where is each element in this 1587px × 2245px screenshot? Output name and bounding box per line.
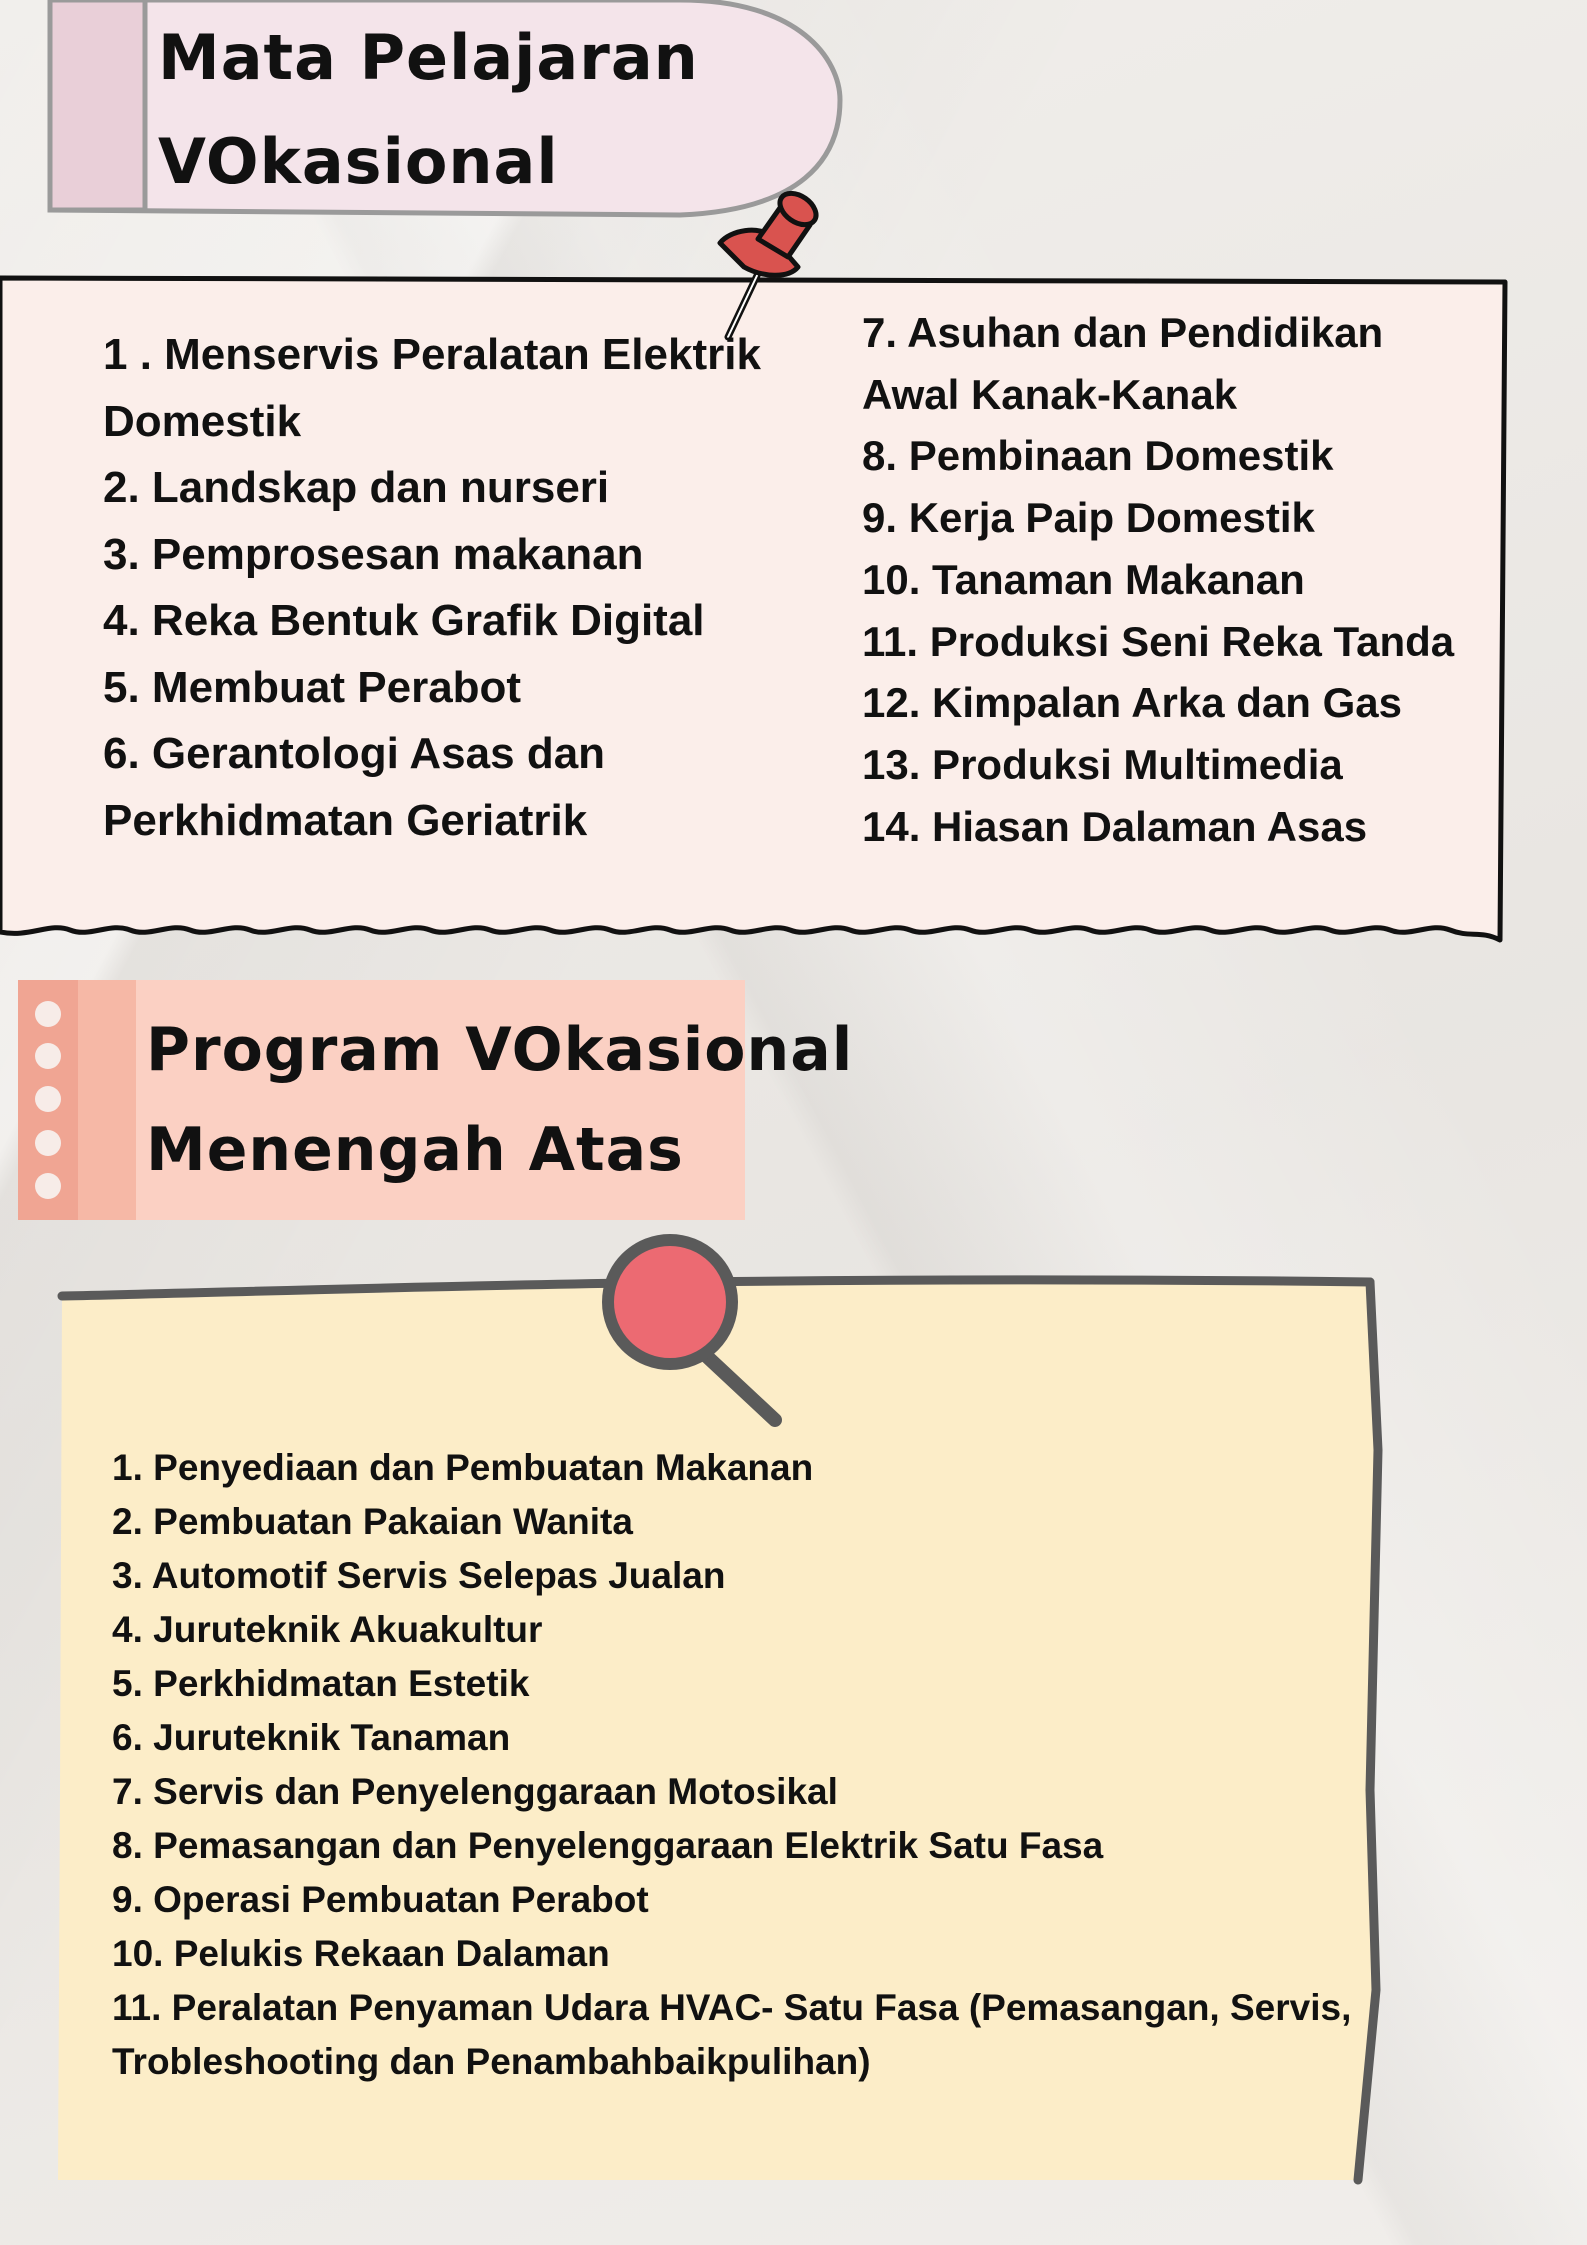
list-item: 8. Pembinaan Domestik bbox=[862, 432, 1334, 480]
subject-list-left bbox=[103, 322, 793, 854]
list-item: 2. Landskap dan nurseri bbox=[103, 463, 610, 512]
list-item: 6. Gerantologi Asas dan Perkhidmatan Geriatrik bbox=[103, 729, 606, 845]
program-title bbox=[146, 1000, 853, 1200]
program-title-line-1: Program VOkasional bbox=[146, 1015, 854, 1085]
list-item: 8. Pemasangan dan Penyelenggaraan Elektrik Satu Fasa bbox=[112, 1825, 1104, 1866]
list-item: 11. Peralatan Penyaman Udara HVAC- Satu Fasa (Pemasangan, Servis, Trobleshooting dan Penambahbaikpulihan) bbox=[112, 1987, 1352, 2082]
list-item: 1. Penyediaan dan Pembuatan Makanan bbox=[112, 1447, 814, 1488]
section-title bbox=[158, 6, 699, 214]
pushpin-icon bbox=[595, 1220, 795, 1440]
binding-hole-icon bbox=[35, 1130, 61, 1156]
subject-list-right bbox=[862, 302, 1482, 857]
list-item: 4. Juruteknik Akuakultur bbox=[112, 1609, 543, 1650]
list-item: 5. Membuat Perabot bbox=[103, 662, 522, 712]
list-item: 5. Perkhidmatan Estetik bbox=[112, 1663, 530, 1704]
list-item: 14. Hiasan Dalaman Asas bbox=[862, 802, 1368, 850]
list-item: 12. Kimpalan Arka dan Gas bbox=[862, 679, 1402, 727]
list-item: 3. Automotif Servis Selepas Jualan bbox=[112, 1555, 726, 1596]
list-item: 2. Pembuatan Pakaian Wanita bbox=[112, 1501, 633, 1542]
binding-hole-icon bbox=[35, 1001, 61, 1027]
list-item: 1 . Menservis Peralatan Elektrik Domestik bbox=[103, 330, 761, 446]
section-title-line-1: Mata Pelajaran bbox=[158, 21, 699, 94]
list-item: 10. Pelukis Rekaan Dalaman bbox=[112, 1933, 610, 1974]
list-item: 11. Produksi Seni Reka Tanda bbox=[862, 617, 1455, 665]
list-item: 9. Kerja Paip Domestik bbox=[862, 494, 1315, 542]
list-item: 6. Juruteknik Tanaman bbox=[112, 1717, 511, 1758]
section-title-line-2: VOkasional bbox=[158, 125, 559, 198]
list-item: 7. Servis dan Penyelenggaraan Motosikal bbox=[112, 1771, 838, 1812]
binding-hole-icon bbox=[35, 1086, 61, 1112]
list-item: 9. Operasi Pembuatan Perabot bbox=[112, 1879, 649, 1920]
binding-hole-icon bbox=[35, 1043, 61, 1069]
list-item: 7. Asuhan dan Pendidikan Awal Kanak-Kanak bbox=[862, 309, 1384, 418]
program-title-line-2: Menengah Atas bbox=[146, 1115, 684, 1185]
pushpin-icon bbox=[700, 175, 830, 345]
program-list bbox=[112, 1441, 1362, 2089]
list-item: 3. Pemprosesan makanan bbox=[103, 529, 644, 579]
list-item: 4. Reka Bentuk Grafik Digital bbox=[103, 596, 705, 645]
list-item: 10. Tanaman Makanan bbox=[862, 555, 1305, 603]
list-item: 13. Produksi Multimedia bbox=[862, 740, 1343, 788]
